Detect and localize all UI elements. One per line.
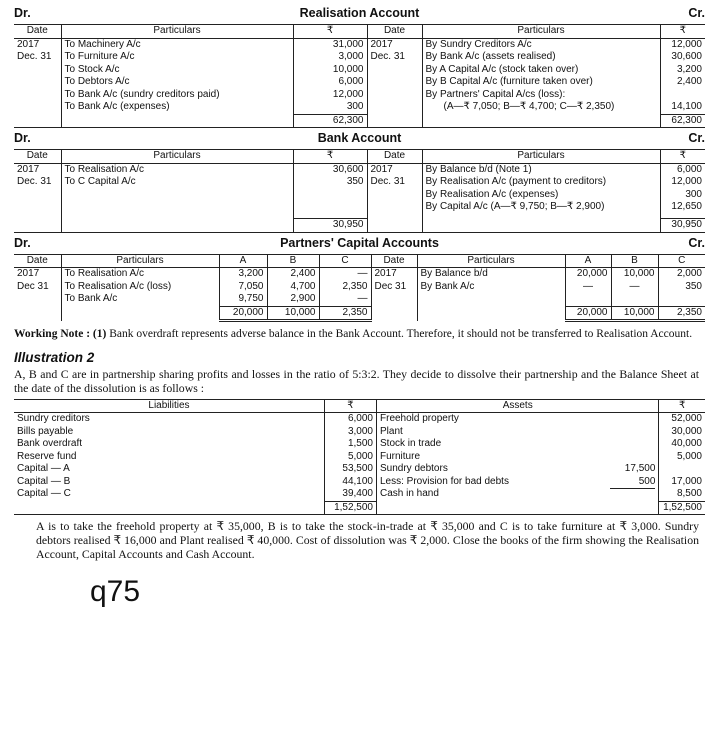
amount: 14,100 [671,101,702,112]
date-day: Dec. 31 [370,51,405,62]
amount: — [629,280,640,292]
header-date: Date [14,150,61,164]
ledger-entry: (A—₹ 7,050; B—₹ 4,700; C—₹ 2,350) [443,101,615,112]
debit-amounts [293,38,367,114]
ledger-entry: By Bank A/c (assets realised) [425,51,556,62]
ledger-entry: By Balance b/d [420,268,488,279]
credit-total-b: 10,000 [611,306,658,321]
realisation-account-heading [14,6,705,24]
liability-item: Capital — A [17,463,70,474]
amount: 2,900 [290,293,316,304]
amount: 2,000 [676,268,702,279]
credit-total-a: 20,000 [565,306,611,321]
bank-account-table [14,149,705,233]
amount: — [583,280,593,292]
amount: 2,400 [290,268,316,279]
cr-label: Cr. [688,6,705,20]
amount: 3,200 [238,268,264,279]
date-day: Dec 31 [374,280,407,292]
credit-total: 30,950 [660,219,705,233]
asset-item: Plant [380,425,403,437]
debit-total-a: 20,000 [219,306,267,321]
header-particulars: Particulars [61,150,293,164]
cr-label: Cr. [688,131,705,145]
bank-account-title: Bank Account [317,131,402,145]
date-year: 2017 [17,268,40,279]
working-note-label: Working Note : (1) [14,328,107,340]
ledger-entry: By Capital A/c (A—₹ 9,750; B—₹ 2,900) [425,201,605,212]
credit-particulars [417,268,565,307]
debit-a-amounts [219,268,267,307]
amount: 52,000 [671,413,702,424]
amount: 500 [610,476,656,490]
ledger-entry: By A Capital A/c (stock taken over) [425,63,579,75]
amount: 5,000 [347,450,373,462]
ledger-entry: To Realisation A/c (loss) [64,280,172,292]
date-day: Dec. 31 [17,51,52,62]
amount: 2,350 [342,280,368,292]
ledger-entry: By B Capital A/c (furniture taken over) [425,76,593,87]
header-partner-c: C [319,254,371,268]
date-year: 2017 [17,163,40,175]
liability-item: Sundry creditors [17,413,90,424]
assets-list [377,413,607,502]
credit-total-c: 2,350 [658,306,705,321]
debit-total: 62,300 [293,114,367,128]
header-partner-c: C [658,254,705,268]
amount: 300 [685,188,702,200]
ledger-entry: To Realisation A/c [64,268,144,279]
header-date: Date [367,25,422,39]
amount-blank [664,89,703,102]
header-assets: Assets [377,399,659,413]
ledger-entry: By Sundry Creditors A/c [425,38,532,50]
asset-inner-amounts [607,413,659,502]
credit-b-amounts [611,268,658,307]
debit-date [14,38,61,114]
capital-accounts-title: Partners' Capital Accounts [280,235,439,250]
header-date: Date [14,254,61,268]
header-date: Date [14,25,61,39]
dr-label: Dr. [14,6,31,20]
amount: 12,000 [671,38,702,50]
amount: 53,500 [342,463,373,474]
amount: 17,500 [624,463,656,474]
header-date: Date [371,254,417,268]
amount: 6,000 [347,413,373,424]
header-partner-b: B [611,254,658,268]
asset-amounts [659,413,705,502]
amount: 3,000 [338,51,364,62]
ledger-entry: By Bank A/c [420,280,475,292]
header-partner-a: A [565,254,611,268]
debit-date [14,268,61,307]
asset-item: Stock in trade [380,438,442,449]
amount: 350 [346,176,364,187]
header-amount: ₹ [293,25,367,39]
credit-date [367,38,422,114]
ledger-entry: To Machinery A/c [64,38,141,50]
liabilities-list [14,413,324,502]
ledger-entry: To Bank A/c (sundry creditors paid) [64,88,220,100]
liabilities-total: 1,52,500 [324,501,376,515]
asset-item: Less: Provision for bad debts [380,475,509,487]
ledger-entry: By Balance b/d (Note 1) [425,163,532,175]
credit-c-amounts [658,268,705,307]
amount: 44,100 [342,475,373,487]
amount: 30,000 [671,425,702,437]
amount: 300 [346,101,364,112]
amount: 10,000 [332,63,364,75]
debit-total: 30,950 [293,219,367,233]
ledger-entry: To Stock A/c [64,63,120,75]
header-amount: ₹ [659,399,705,413]
debit-amounts [293,163,367,214]
ledger-entry: By Realisation A/c (payment to creditors) [425,176,607,187]
amount: 4,700 [290,280,316,292]
balance-sheet-table [14,399,705,516]
debit-total-b: 10,000 [267,306,319,321]
ledger-entry: To Bank A/c (expenses) [64,101,170,112]
amount: 12,000 [332,88,364,100]
debit-total-c: 2,350 [319,306,371,321]
handwritten-question-label: q75 [90,575,141,608]
credit-amounts [660,163,705,214]
cr-label: Cr. [688,235,705,250]
amount: 3,200 [676,63,702,75]
capital-accounts-heading [14,236,705,254]
header-date: Date [367,150,422,164]
header-particulars: Particulars [422,150,660,164]
capital-accounts-table [14,254,705,323]
amount: 2,400 [676,76,702,87]
ledger-entry: By Realisation A/c (expenses) [425,188,559,200]
ledger-entry: By Partners' Capital A/cs (loss): [425,88,566,100]
working-note-text: Bank overdraft represents adverse balance in the Bank Account. Therefore, it should not be transferred to Realisation Account. [106,328,693,340]
debit-particulars [61,268,219,307]
amount: 20,000 [576,268,608,279]
amount: 30,600 [671,51,702,62]
header-particulars: Particulars [417,254,565,268]
amount: 5,000 [676,450,702,462]
amount: 6,000 [676,163,702,175]
credit-particulars [422,38,660,114]
debit-date [14,163,61,214]
liability-item: Reserve fund [17,450,77,462]
header-partner-a: A [219,254,267,268]
header-partner-b: B [267,254,319,268]
asset-item: Furniture [380,450,421,462]
date-year: 2017 [370,38,393,50]
header-particulars: Particulars [422,25,660,39]
amount: 39,400 [342,488,373,499]
date-day: Dec 31 [17,280,49,292]
illustration-title: Illustration 2 [14,349,95,365]
amount: 3,000 [347,425,373,437]
liability-item: Capital — B [17,475,71,487]
amount: 1,500 [347,438,373,449]
amount: 9,750 [238,293,264,304]
credit-amounts [660,38,705,114]
illustration-intro: A, B and C are in partnership sharing profits and losses in the ratio of 5:3:2. They decide to dissolve their partnership and the Balance Sheet at the date of the dissolution is as follows : [14,366,699,395]
amount: — [357,268,368,279]
assets-total: 1,52,500 [659,501,705,515]
amount: 10,000 [623,268,655,279]
amount: 8,500 [676,488,702,499]
dr-label: Dr. [14,235,31,250]
realisation-account-title: Realisation Account [299,6,420,20]
header-amount: ₹ [324,399,376,413]
dr-label: Dr. [14,131,31,145]
working-note [14,328,705,342]
date-day: Dec. 31 [17,176,52,187]
amount: 17,000 [671,475,702,487]
credit-date [367,163,422,214]
date-year: 2017 [17,38,40,50]
ledger-entry: To Debtors A/c [64,76,130,87]
header-amount: ₹ [660,150,705,164]
bank-account-heading [14,131,705,149]
header-particulars: Particulars [61,254,219,268]
realisation-account-table [14,24,705,128]
credit-total: 62,300 [660,114,705,128]
debit-b-amounts [267,268,319,307]
credit-date [371,268,417,307]
ledger-entry: To Furniture A/c [64,51,135,62]
ledger-entry: To Bank A/c [64,293,118,304]
date-year: 2017 [374,268,397,279]
amount: 12,000 [671,176,702,187]
amount: 30,600 [332,163,364,175]
liability-item: Capital — C [17,488,71,499]
credit-a-amounts [565,268,611,307]
illustration-question: A is to take the freehold property at ₹ 35,000, B is to take the stock-in-trade at ₹ 35,000 and C is to take furniture at ₹ 3,000. Sundry debtors realised ₹ 16,000 and Plant realised ₹ 40,000. Cost of dissolution was ₹ 2,000. Close the books of the firm showing the Realisation Account, Capital Accounts and Cash Account. [36,519,699,561]
header-amount: ₹ [660,25,705,39]
header-particulars: Particulars [61,25,293,39]
amount: — [357,293,368,304]
amount: 40,000 [671,438,702,449]
liability-item: Bank overdraft [17,438,83,449]
amount: 31,000 [332,38,364,50]
debit-particulars [61,38,293,114]
header-liabilities: Liabilities [14,399,324,413]
amount: 7,050 [238,280,264,292]
date-year: 2017 [370,163,393,175]
asset-item: Freehold property [380,413,459,424]
header-amount: ₹ [293,150,367,164]
credit-particulars [422,163,660,214]
liability-item: Bills payable [17,425,74,437]
date-day: Dec. 31 [370,176,405,187]
asset-item: Cash in hand [380,488,439,499]
debit-c-amounts [319,268,371,307]
debit-particulars [61,163,293,214]
amount: 350 [685,280,702,292]
ledger-entry: To Realisation A/c [64,163,144,175]
amount: 12,650 [671,201,702,212]
liability-amounts [324,413,376,502]
amount: 6,000 [338,76,364,87]
asset-item: Sundry debtors [380,463,448,474]
ledger-entry: To C Capital A/c [64,176,136,187]
